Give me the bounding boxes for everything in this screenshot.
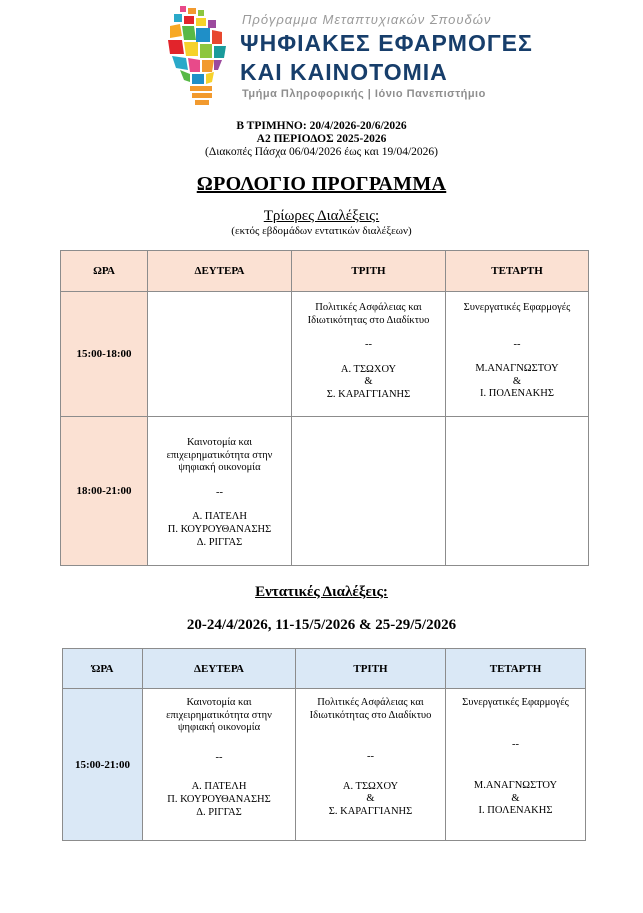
instructor: Π. ΚΟΥΡΟΥΘΑΝΑΣΗΣ [167,793,271,805]
instructor: Μ.ΑΝΑΓΝΩΣΤΟΥ [473,780,558,792]
logo-program-label: Πρόγραμμα Μεταπτυχιακών Σπουδών [242,12,492,27]
schedule-cell-empty [292,417,446,566]
instructor: Ι. ΠΟΛΕΝΑΚΗΣ [480,388,554,400]
instructor: Α. ΤΣΩΧΟΥ [340,363,397,375]
header-tuesday: ΤΡΙΤΗ [292,251,446,292]
header-monday: ΔΕΥΤΕΡΑ [143,649,296,689]
section1-heading: Τρίωρες Διαλέξεις: [263,208,380,224]
term-period: Α2 ΠΕΡΙΟΔΟΣ 2025-2026 [256,133,387,145]
course-title: Συνεργατικές Εφαρμογές [463,302,571,313]
header-monday: ΔΕΥΤΕΡΑ [148,251,292,292]
intensive-schedule-table [62,648,586,841]
course-title: Καινοτομία και [186,437,253,448]
schedule-cell-course [148,417,292,566]
course-title: ψηφιακή οικονομία [178,462,261,474]
header-wednesday: ΤΕΤΑΡΤΗ [446,649,586,689]
schedule-cell-course [296,689,446,841]
instructor: Σ. ΚΑΡΑΓΓΙΑΝΗΣ [326,388,411,400]
logo-title-line1: ΨΗΦΙΑΚΕΣ ΕΦΑΡΜΟΓΕΣ [240,30,533,56]
instructor: Α. ΠΑΤΕΛΗ [191,781,247,793]
instructor: Ι. ΠΟΛΕΝΑΚΗΣ [478,805,553,817]
course-title: Συνεργατικές Εφαρμογές [462,697,569,708]
separator: -- [512,738,519,750]
separator: -- [513,338,521,350]
schedule-cell-course [143,689,296,841]
three-hour-schedule-table [60,250,589,566]
term-quarter: Β ΤΡΙΜΗΝΟ: 20/4/2026-20/6/2026 [236,120,407,132]
header-tuesday: ΤΡΙΤΗ [296,649,446,689]
section2-dates: 20-24/4/2026, 11-15/5/2026 & 25-29/5/2026 [186,617,457,633]
schedule-cell-course [446,292,589,417]
course-title: Πολιτικές Ασφάλειας και [315,302,422,313]
instructor: Α. ΤΣΩΧΟΥ [342,780,399,792]
course-title: επιχειρηματικότητα στην [166,709,272,721]
schedule-cell-course [446,689,586,841]
header-time: ΩΡΑ [61,251,148,292]
time-slot: 18:00-21:00 [61,417,148,566]
table-row [63,689,586,841]
ampersand: & [364,376,373,388]
program-logo [166,4,533,108]
schedule-cell-course [292,292,446,417]
table-row [61,292,589,417]
course-title: Ιδιωτικότητας στο Διαδίκτυο [309,709,432,721]
schedule-cell-empty [148,292,292,417]
instructor: Σ. ΚΑΡΑΓΓΙΑΝΗΣ [328,805,413,817]
section2-heading: Εντατικές Διαλέξεις: [255,584,388,600]
separator: -- [365,339,372,351]
table-header-row [63,649,586,689]
time-slot: 15:00-18:00 [61,292,148,417]
course-title: επιχειρηματικότητα στην [166,449,273,461]
instructor: Μ.ΑΝΑΓΝΩΣΤΟΥ [475,363,559,375]
instructor: Α. ΠΑΤΕΛΗ [192,511,247,523]
instructor: Δ. ΡΙΓΓΑΣ [196,806,242,818]
header-wednesday: ΤΕΤΑΡΤΗ [446,251,589,292]
ampersand: & [512,375,522,387]
term-holidays: (Διακοπές Πάσχα 06/04/2026 έως και 19/04/2026) [205,146,438,158]
ampersand: & [366,793,375,805]
time-slot: 15:00-21:00 [63,689,143,841]
schedule-cell-empty [446,417,589,566]
course-title: Καινοτομία και [186,697,252,708]
separator: -- [215,751,223,763]
instructor: Δ. ΡΙΓΓΑΣ [196,536,243,548]
lightbulb-logo-icon [166,4,240,108]
logo-department: Τμήμα Πληροφορικής | Ιόνιο Πανεπιστήμιο [242,88,486,100]
ampersand: & [511,792,520,804]
course-title: Ιδιωτικότητας στο Διαδίκτυο [307,314,430,326]
separator: -- [216,486,223,498]
logo-title-line2: ΚΑΙ ΚΑΙΝΟΤΟΜΙΑ [240,59,448,85]
header-time: ΏΡΑ [63,649,143,689]
separator: -- [367,751,374,763]
table-row [61,417,589,566]
page-title: ΩΡΟΛΟΓΙΟ ΠΡΟΓΡΑΜΜΑ [196,173,447,195]
course-title: Πολιτικές Ασφάλειας και [317,697,424,708]
table-header-row [61,251,589,292]
course-title: ψηφιακή οικονομία [177,722,261,734]
instructor: Π. ΚΟΥΡΟΥΘΑΝΑΣΗΣ [167,523,272,535]
section1-note: (εκτός εβδομάδων εντατικών διαλέξεων) [231,225,412,237]
